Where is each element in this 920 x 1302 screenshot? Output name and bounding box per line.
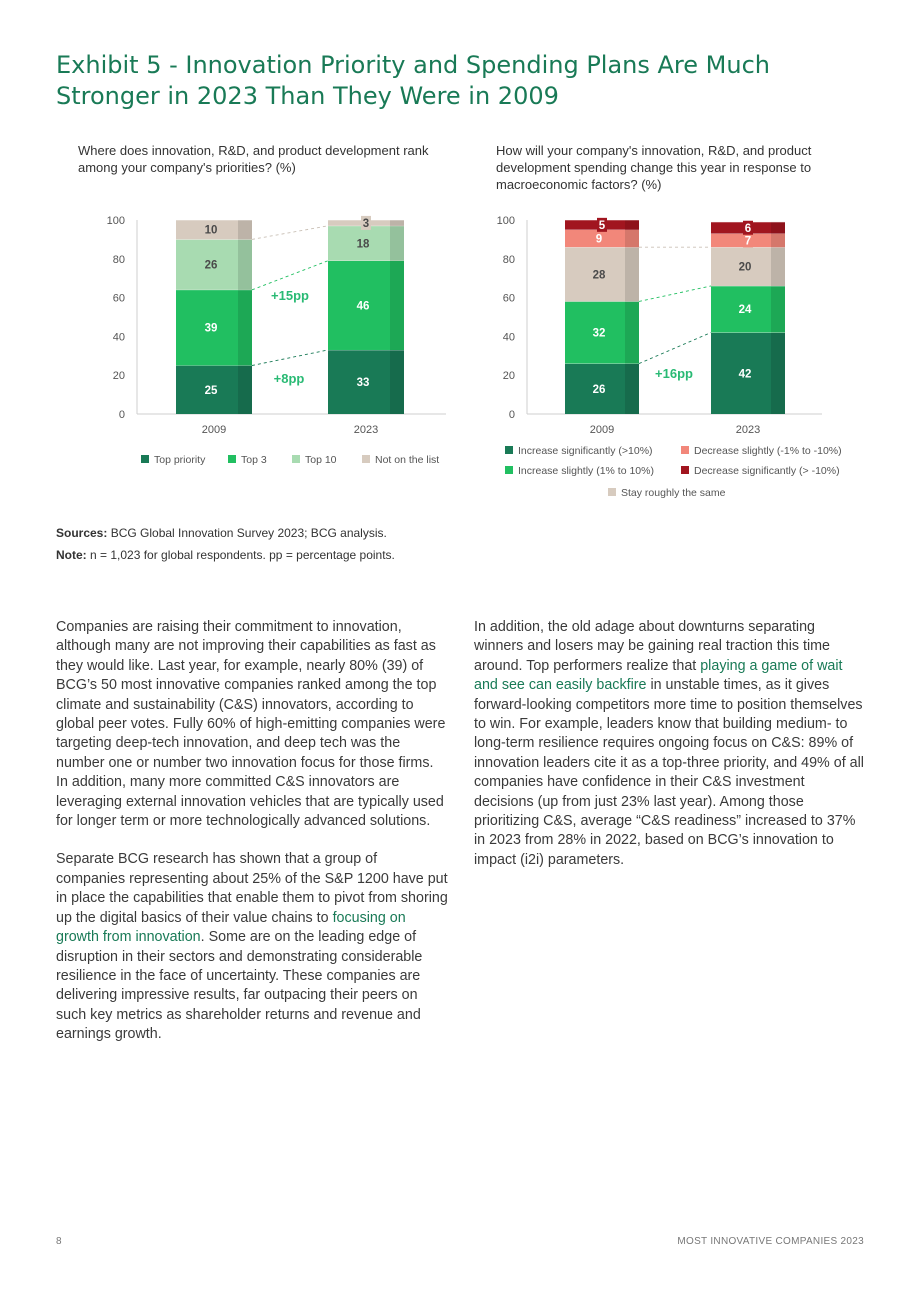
change-annotation: +8pp xyxy=(273,371,305,386)
y-tick-label: 20 xyxy=(112,370,125,383)
page-number: 8 xyxy=(56,1236,62,1247)
data-label: 3 xyxy=(362,217,370,230)
paragraph-text: Separate BCG research has shown that a group of companies representing about 25% of the S&P 1200 have put in place the capabilities that enable them to pivot from shoring up the digital basics of their value chains to xyxy=(56,851,448,926)
y-tick-label: 80 xyxy=(502,253,515,266)
chart1-question: Where does innovation, R&D, and product development rank among your company's priorities? (%) xyxy=(78,143,429,175)
legend-label: Top 3 xyxy=(241,454,267,466)
legend-label: Decrease slightly (-1% to -10%) xyxy=(694,445,842,457)
data-label: 26 xyxy=(592,383,606,396)
trend-connector xyxy=(639,333,711,364)
change-annotation: +16pp xyxy=(655,366,693,381)
wait-and-see-link[interactable]: playing a game of wait and see can easily backfire xyxy=(474,657,843,694)
data-label: 42 xyxy=(738,368,752,381)
x-tick-label: 2009 xyxy=(589,424,615,436)
running-title: MOST INNOVATIVE COMPANIES 2023 xyxy=(677,1236,864,1247)
change-annotation: +15pp xyxy=(271,288,309,303)
bar-segment-side xyxy=(625,247,639,301)
y-tick-label: 60 xyxy=(112,292,125,305)
bar-segment-side xyxy=(625,230,639,247)
note-line xyxy=(56,544,395,566)
legend-swatch xyxy=(505,446,513,454)
legend-swatch xyxy=(681,466,689,474)
x-tick-label: 2009 xyxy=(201,424,227,436)
data-label: 24 xyxy=(738,304,752,317)
data-label: 9 xyxy=(595,233,603,246)
body-column-left xyxy=(56,618,448,1064)
legend-label: Decrease significantly (> -10%) xyxy=(694,465,840,477)
note-text: n = 1,023 for global respondents. pp = percentage points. xyxy=(86,548,395,562)
bar-segment-side xyxy=(771,234,785,248)
y-tick-label: 0 xyxy=(508,409,515,421)
bar-segment-side xyxy=(625,301,639,363)
y-tick-label: 100 xyxy=(106,215,125,227)
data-label: 20 xyxy=(738,261,752,274)
note-label: Note: xyxy=(56,548,87,562)
body-column-right xyxy=(474,618,866,889)
data-label: 5 xyxy=(598,219,606,232)
chart2-question: How will your company's innovation, R&D, and product development spending change this year in response to macroeconomic factors? (%) xyxy=(496,143,812,192)
x-tick-label: 2023 xyxy=(735,424,761,436)
paragraph xyxy=(474,618,866,870)
data-label: 10 xyxy=(204,224,218,237)
bar-segment-side xyxy=(771,247,785,286)
bar-segment-side xyxy=(625,220,639,230)
y-tick-label: 0 xyxy=(118,409,125,421)
bar-segment-side xyxy=(771,333,785,414)
bar-segment-side xyxy=(771,222,785,234)
bar-segment-side xyxy=(625,364,639,414)
paragraph-text: In addition, the old adage about downturns separating winners and losers may be gaining real traction this time around. Top performers realize that xyxy=(474,619,831,674)
y-tick-label: 80 xyxy=(112,253,125,266)
data-label: 46 xyxy=(356,300,370,313)
exhibit-notes xyxy=(56,522,395,566)
y-tick-label: 40 xyxy=(502,331,515,344)
paragraph: Companies are raising their commitment to innovation, although many are not improving their capabilities as fast as they would like. Last year, for example, nearly 80% (39) of BCG’s 50 most innovative companies ranked among the top climate and sustainability (C&S) innovators, according to global peer votes. Fully 60% of high-emitting companies were targeting deep-tech innovation, and deep tech was the number one or number two innovation focus for those firms. In addition, many more committed C&S innovators are leveraging external innovation vehicles that are typically used for longer term or more technologically advanced solutions. xyxy=(56,619,446,830)
y-tick-label: 40 xyxy=(112,331,125,344)
data-label: 32 xyxy=(592,327,606,340)
legend-swatch xyxy=(505,466,513,474)
data-label: 26 xyxy=(204,259,218,272)
spending-chart xyxy=(0,0,920,520)
paragraph-text: in unstable times, as it gives forward-looking competitors more time to position themselves to win. For example, leaders know that building medium- to long-term resilience requires ongoing focus on C&S: 89% of innovation leaders cite it as a top-three priority, and 49% of all companies have confidence in their C&S investment decisions (up from just 23% last year). Among those prioritizing C&S, average “C&S readiness” increased to 37% in 2023 from 28% in 2022, based on BCG’s innovation to impact (i2i) parameters. xyxy=(474,677,864,868)
bar-segment-side xyxy=(771,286,785,333)
trend-connector xyxy=(639,286,711,302)
legend-swatch xyxy=(681,446,689,454)
sources-line xyxy=(56,522,395,544)
x-tick-label: 2023 xyxy=(353,424,379,436)
data-label: 18 xyxy=(356,238,370,251)
data-label: 28 xyxy=(592,269,606,282)
legend-label: Not on the list xyxy=(375,454,440,466)
legend-label: Top 10 xyxy=(305,454,337,466)
data-label: 7 xyxy=(744,235,752,248)
paragraph-text: . Some are on the leading edge of disruption in their sectors and demonstrating considerable resilience in the face of uncertainty. These companies are delivering impressive results, far outpacing their peers on such key metrics as shareholder returns and revenue and earnings growth. xyxy=(56,929,423,1043)
y-tick-label: 60 xyxy=(502,292,515,305)
y-tick-label: 100 xyxy=(496,215,515,227)
sources-text: BCG Global Innovation Survey 2023; BCG analysis. xyxy=(107,526,387,540)
paragraph xyxy=(56,850,448,1044)
legend-swatch xyxy=(608,488,616,496)
data-label: 33 xyxy=(356,376,370,389)
legend-label: Stay roughly the same xyxy=(621,487,726,499)
growth-from-innovation-link[interactable]: focusing on growth from innovation xyxy=(56,909,406,946)
legend-label: Top priority xyxy=(154,454,206,466)
data-label: 6 xyxy=(744,222,752,235)
y-tick-label: 20 xyxy=(502,370,515,383)
exhibit-title: Exhibit 5 - Innovation Priority and Spending Plans Are Much Stronger in 2023 Than They Were in 2009 xyxy=(56,51,770,110)
sources-label: Sources: xyxy=(56,526,108,540)
legend-label: Increase slightly (1% to 10%) xyxy=(518,465,654,477)
data-label: 39 xyxy=(204,322,218,335)
data-label: 25 xyxy=(204,384,218,397)
legend-label: Increase significantly (>10%) xyxy=(518,445,653,457)
